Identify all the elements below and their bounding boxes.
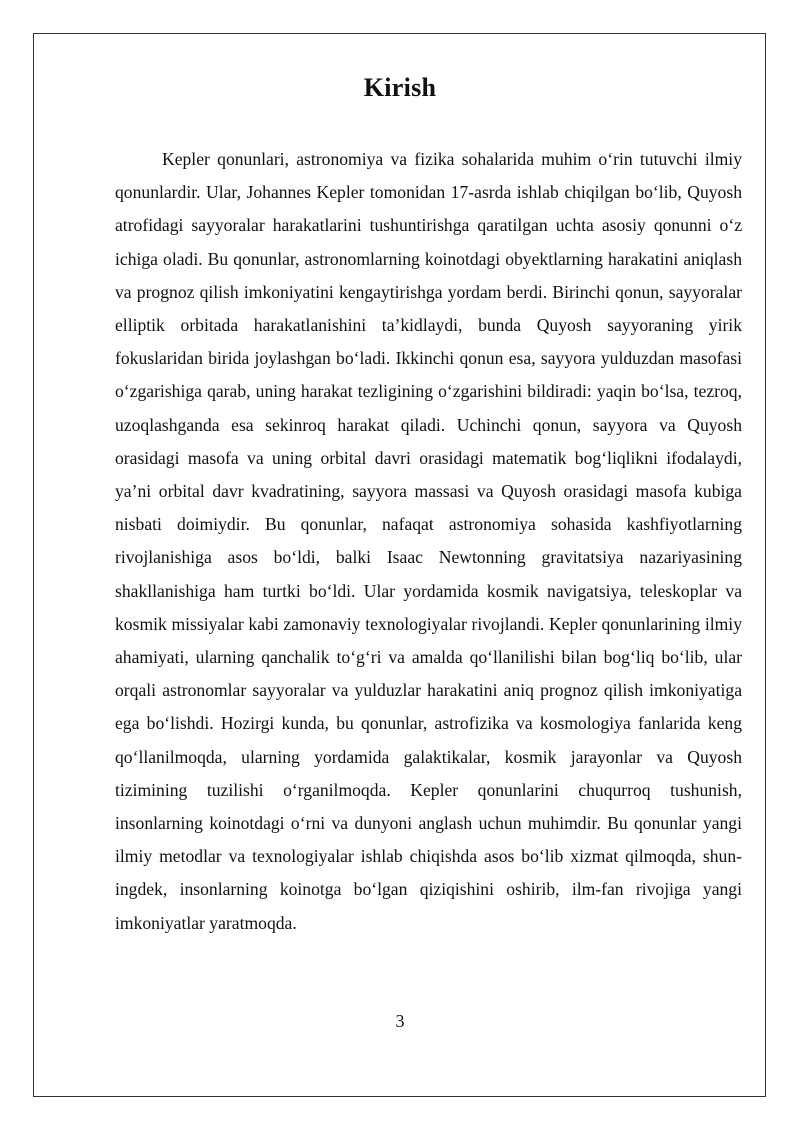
body-paragraph: Kepler qonunlari, astronomiya va fizika sohalarida muhim o‘rin tutuvchi ilmiy qonunlardir. Ular, Johannes Kepler tomonidan 17-asrda ishlab chiqilgan bo‘lib, Quyosh atrofidagi sayyoralar harakatlarini tushuntirishga qaratilgan uchta asosiy qonunni o‘z ichiga oladi. Bu qonunlar, astronomlarning koinotdagi obyektlarning harakatini aniqlash va prognoz qilish imkoniyatini kengaytirishga yordam berdi. Birinchi qonun, sayyoralar elliptik orbitada harakatlanishini ta’kidlaydi, bunda Quyosh sayyoraning yirik fokuslaridan birida joylashgan bo‘ladi. Ikkinchi qonun esa, sayyora yulduzdan masofasi o‘zgarishiga qarab, uning harakat tezligining o‘zgarishini bildiradi: yaqin bo‘lsa, tezroq, uzoqlashganda esa sekinroq harakat qiladi. Uchinchi qonun, sayyora va Quyosh orasidagi masofa va uning orbital davri orasidagi matematik bog‘liqlikni ifodalaydi, ya’ni orbital davr kvadratining, sayyora massasi va Quyosh orasidagi masofa kubiga nisbati doimiydir. Bu qonunlar, nafaqat astronomiya sohasida kashfiyotlarning rivojlanishiga asos bo‘ldi, balki Isaac Newtonning gravitatsiya nazariyasining shakllanishiga ham turtki bo‘ldi. Ular yordamida kosmik navigatsiya, teleskoplar va kosmik missiyalar kabi zamonaviy texnologiyalar rivojlandi. Kepler qonunlarining ilmiy ahamiyati, ularning qanchalik to‘g‘ri va amalda qo‘llanilishi bilan bog‘liq bo‘lib, ular orqali astronomlar sayyoralar va yulduzlar harakatini aniq prognoz qilish imkoniyatiga ega bo‘lishdi. Hozirgi kunda, bu qonunlar, astrofizika va kosmologiya fanlarida keng qo‘llanilmoqda, ularning yordamida galaktikalar, kosmik jarayonlar va Quyosh tizimining tuzilishi o‘rganilmoqda. Kepler qonunlarini chuqurroq tushunish, insonlarning koinotdagi o‘rni va dunyoni anglash uchun muhimdir. Bu qonunlar yangi ilmiy metodlar va texnologiyalar ishlab chiqishda asos bo‘lib xizmat qilmoqda, shuningdek, insonlarning koinotga bo‘lgan qiziqishini oshirib, ilm-fan rivojiga yangi imkoniyatlar yaratmoqda. — [115, 149, 742, 933]
page-title: Kirish — [363, 73, 437, 102]
page-number: 3 — [395, 1011, 405, 1031]
